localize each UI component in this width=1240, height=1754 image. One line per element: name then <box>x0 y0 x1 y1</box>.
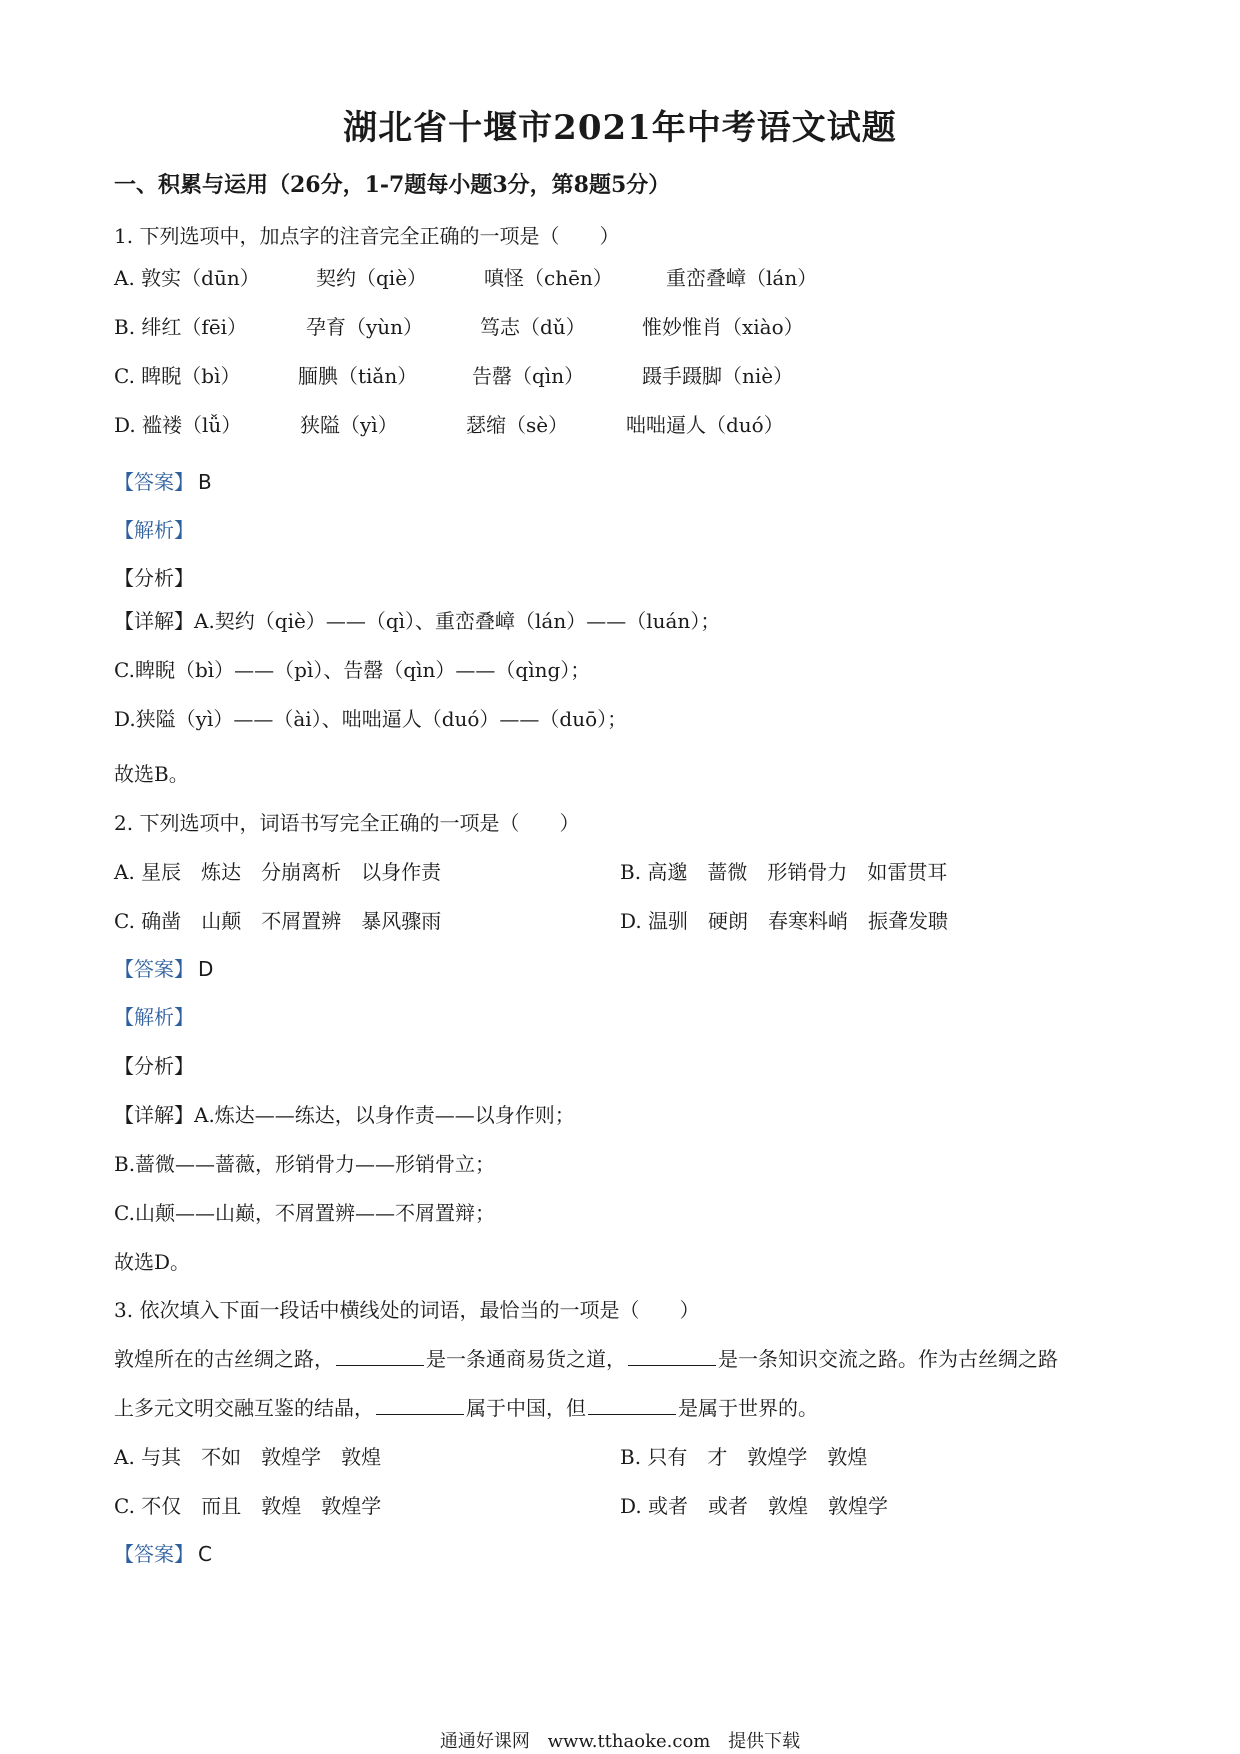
q1-option-b-2: 孕育（yùn） <box>306 315 424 339</box>
passage-text: 敦煌所在的古丝绸之路， <box>114 1347 334 1371</box>
footer-url[interactable]: www.tthaoke.com <box>547 1731 711 1752</box>
fill-blank <box>336 1347 424 1366</box>
footer-site-name: 通通好课网 <box>439 1731 530 1752</box>
q1-detail-1: 【详解】A.契约（qiè）——（qì）、重峦叠嶂（lán）——（luán）； <box>114 609 721 633</box>
page-title: 湖北省十堰市2021年中考语文试题 <box>343 108 897 148</box>
passage-text: 是一条通商易货之道， <box>426 1347 626 1371</box>
q1-option-c-2: 腼腆（tiǎn） <box>298 364 418 388</box>
q1-option-d-3: 瑟缩（sè） <box>466 413 569 437</box>
q1-option-d-4: 咄咄逼人（duó） <box>626 413 784 437</box>
answer-value: C <box>198 1542 212 1566</box>
q1-option-a-2: 契约（qiè） <box>316 266 428 290</box>
q1-detail-2: C.睥睨（bì）——（pì）、告罄（qìn）——（qìng）； <box>114 658 591 682</box>
q1-option-d-2: 狭隘（yì） <box>300 413 398 437</box>
q2-detail-2: B.蔷微——蔷薇，形销骨力——形销骨立； <box>114 1152 496 1176</box>
q1-conclusion: 故选B。 <box>114 762 189 786</box>
answer-tag: 【答案】 <box>114 957 194 981</box>
q2-option-b: B. 高邈 蔷微 形销骨力 如雷贯耳 <box>620 860 948 884</box>
q1-option-a-4: 重峦叠嶂（lán） <box>666 266 818 290</box>
q2-option-a: A. 星辰 炼达 分崩离析 以身作责 <box>114 860 442 884</box>
q2-option-c: C. 确凿 山颠 不屑置辨 暴风骤雨 <box>114 909 442 933</box>
q1-option-c-1: C. 睥睨（bì） <box>114 364 241 388</box>
q1-option-a-1: A. 敦实（dūn） <box>114 266 260 290</box>
section-heading: 一、积累与运用（26分，1-7题每小题3分，第8题5分） <box>114 172 671 198</box>
q1-option-b-1: B. 绯红（fēi） <box>114 315 248 339</box>
question-1-stem: 1. 下列选项中，加点字的注音完全正确的一项是（ ） <box>114 224 620 248</box>
answer-value: B <box>198 470 212 494</box>
q2-detail-1: 【详解】A.炼达——练达，以身作责——以身作则； <box>114 1103 575 1127</box>
q2-conclusion: 故选D。 <box>114 1250 191 1274</box>
q1-option-a-3: 嗔怪（chēn） <box>484 266 613 290</box>
q1-detail-3: D.狭隘（yì）——（ài）、咄咄逼人（duó）——（duō）； <box>114 707 628 731</box>
passage-text: 是属于世界的。 <box>678 1396 818 1420</box>
question-2-stem: 2. 下列选项中，词语书写完全正确的一项是（ ） <box>114 811 580 835</box>
fill-blank <box>628 1347 716 1366</box>
q3-option-b: B. 只有 才 敦煌学 敦煌 <box>620 1445 868 1469</box>
q2-fenxi-tag: 【分析】 <box>114 1054 194 1078</box>
footer-note: 提供下载 <box>728 1731 801 1752</box>
q3-answer <box>114 1538 212 1567</box>
fill-blank <box>376 1396 464 1415</box>
q3-passage-line-1 <box>114 1343 1058 1372</box>
q3-passage-line-2 <box>114 1392 818 1421</box>
passage-text: 属于中国，但 <box>466 1396 586 1420</box>
q1-fenxi-tag: 【分析】 <box>114 566 194 590</box>
q1-option-c-3: 告罄（qìn） <box>472 364 585 388</box>
answer-tag: 【答案】 <box>114 1542 194 1566</box>
q1-option-d-1: D. 褴褛（lǚ） <box>114 413 242 437</box>
passage-text: 是一条知识交流之路。作为古丝绸之路 <box>718 1347 1058 1371</box>
q2-detail-3: C.山颠——山巅，不屑置辨——不屑置辩； <box>114 1201 495 1225</box>
q3-option-d: D. 或者 或者 敦煌 敦煌学 <box>620 1494 889 1518</box>
q3-option-c: C. 不仅 而且 敦煌 敦煌学 <box>114 1494 382 1518</box>
q3-option-a: A. 与其 不如 敦煌学 敦煌 <box>114 1445 382 1469</box>
q1-answer <box>114 466 212 495</box>
q1-option-c-4: 蹑手蹑脚（niè） <box>642 364 794 388</box>
question-3-stem: 3. 依次填入下面一段话中横线处的词语，最恰当的一项是（ ） <box>114 1298 700 1322</box>
q2-answer <box>114 953 213 982</box>
passage-text: 上多元文明交融互鉴的结晶， <box>114 1396 374 1420</box>
answer-value: D <box>198 957 214 981</box>
q2-analysis-tag: 【解析】 <box>114 1005 194 1029</box>
q1-option-b-4: 惟妙惟肖（xiào） <box>642 315 804 339</box>
page-footer <box>0 1727 1240 1753</box>
answer-tag: 【答案】 <box>114 470 194 494</box>
q2-option-d: D. 温驯 硬朗 春寒料峭 振聋发聩 <box>620 909 949 933</box>
fill-blank <box>588 1396 676 1415</box>
q1-analysis-tag: 【解析】 <box>114 518 194 542</box>
q1-option-b-3: 笃志（dǔ） <box>480 315 586 339</box>
